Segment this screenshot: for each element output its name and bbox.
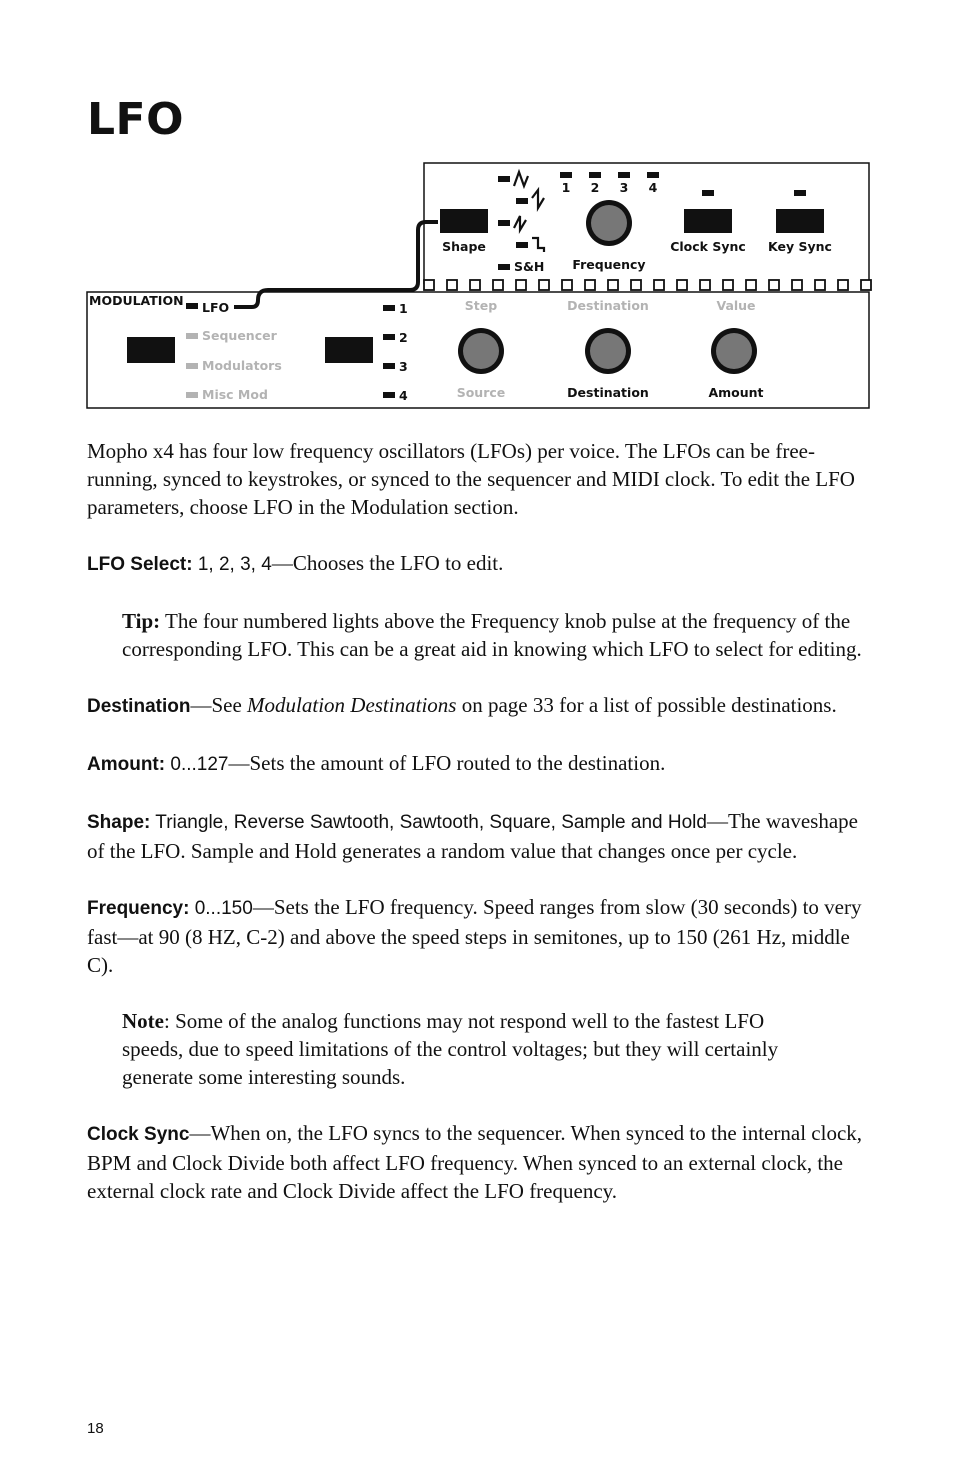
tip-term: Tip: <box>122 609 161 633</box>
select-led-4 <box>383 392 395 398</box>
clock-sync-led <box>702 190 714 196</box>
seq-label-value: Value <box>716 298 756 313</box>
page-number: 18 <box>87 1420 104 1437</box>
amount-values: 0...127 <box>165 754 229 775</box>
lfo-led-3 <box>618 172 630 178</box>
shape-led-triangle <box>498 176 510 182</box>
clock-sync-button[interactable] <box>684 209 732 233</box>
clock-sync-paragraph <box>87 1119 877 1205</box>
lfo-select-values: 1, 2, 3, 4 <box>192 554 272 575</box>
modulation-led-lfo <box>186 303 198 309</box>
source-knob[interactable] <box>458 328 504 374</box>
knob-label-source: Source <box>456 385 506 400</box>
select-led-2 <box>383 334 395 340</box>
key-sync-label: Key Sync <box>768 239 832 254</box>
modulation-led-sequencer <box>186 333 198 339</box>
frequency-term: Frequency: <box>87 898 190 919</box>
select-number-4: 4 <box>399 388 408 403</box>
page-title: LFO <box>87 94 184 145</box>
amount-term: Amount: <box>87 754 166 775</box>
mod-item-sequencer[interactable]: Sequencer <box>202 328 277 343</box>
lfo-select-paragraph <box>87 549 877 579</box>
amount-knob[interactable] <box>711 328 757 374</box>
amount-paragraph <box>87 749 877 779</box>
select-number-2: 2 <box>399 330 408 345</box>
destination-post: on page 33 for a list of possible destinations. <box>456 693 837 717</box>
modulation-label: MODULATION <box>89 293 184 308</box>
frequency-desc: —Sets the LFO frequency. Speed ranges from slow (30 seconds) to very fast—at 90 (8 HZ, C-2) and above the speed steps in semitones, up to 150 (261 Hz, middle C). <box>87 895 862 977</box>
lfo-panel-diagram <box>86 162 872 412</box>
lfo-connector-line <box>234 222 438 307</box>
shape-led-sample-hold <box>498 264 510 270</box>
shape-button[interactable] <box>440 209 488 233</box>
lfo-number-select-button[interactable] <box>325 337 373 363</box>
destination-pre: —See <box>190 693 248 717</box>
destination-paragraph <box>87 691 877 721</box>
mod-item-modulators[interactable]: Modulators <box>202 358 282 373</box>
body-content <box>87 437 877 1205</box>
shape-desc: —The waveshape of the LFO. Sample and Hold generates a random value that changes once per cycle. <box>87 809 858 863</box>
modulation-led-modulators <box>186 363 198 369</box>
clock-sync-label: Clock Sync <box>670 239 746 254</box>
clock-sync-desc: —When on, the LFO syncs to the sequencer. When synced to the internal clock, BPM and Clock Divide both affect LFO frequency. When synced to an external clock, the external clock rate and Clock Divide affect the LFO frequency. <box>87 1121 863 1203</box>
modulation-select-button[interactable] <box>127 337 175 363</box>
shape-led-reverse-sawtooth <box>516 198 528 204</box>
select-number-3: 3 <box>399 359 408 374</box>
mod-item-lfo[interactable]: LFO <box>202 300 230 315</box>
lfo-led-4 <box>647 172 659 178</box>
lfo-number-4: 4 <box>648 180 658 195</box>
square-wave-icon <box>532 238 544 252</box>
shape-led-square <box>516 242 528 248</box>
shape-button-label: Shape <box>442 239 486 254</box>
lfo-select-desc: —Chooses the LFO to edit. <box>271 551 504 575</box>
knob-label-destination: Destination <box>567 385 649 400</box>
select-number-1: 1 <box>399 301 408 316</box>
sawtooth-wave-icon <box>514 216 526 230</box>
lfo-number-1: 1 <box>561 180 571 195</box>
tip-text: The four numbered lights above the Frequency knob pulse at the frequency of the corresponding LFO. This can be a great aid in knowing which LFO to select for editing. <box>122 609 862 661</box>
destination-ref: Modulation Destinations <box>247 693 457 717</box>
select-led-1 <box>383 305 395 311</box>
frequency-knob[interactable] <box>586 200 632 246</box>
mod-item-misc-mod[interactable]: Misc Mod <box>202 387 268 402</box>
seq-label-step: Step <box>464 298 498 313</box>
destination-term: Destination <box>87 696 191 717</box>
frequency-values: 0...150 <box>189 898 253 919</box>
shape-paragraph <box>87 807 877 865</box>
key-sync-button[interactable] <box>776 209 824 233</box>
clock-sync-term: Clock Sync <box>87 1124 190 1145</box>
lfo-led-1 <box>560 172 572 178</box>
seq-label-destination: Destination <box>567 298 649 313</box>
tip-paragraph <box>87 607 877 663</box>
triangle-wave-icon <box>514 172 528 186</box>
modulation-led-misc-mod <box>186 392 198 398</box>
amount-desc: —Sets the amount of LFO routed to the destination. <box>228 751 666 775</box>
lfo-select-term: LFO Select: <box>87 554 193 575</box>
frequency-paragraph <box>87 893 877 979</box>
lfo-led-2 <box>589 172 601 178</box>
select-led-3 <box>383 363 395 369</box>
reverse-sawtooth-icon <box>532 190 544 208</box>
frequency-knob-label: Frequency <box>572 257 646 272</box>
note-text: : Some of the analog functions may not respond well to the fastest LFO speeds, due to speed limitations of the control voltages; but they will certainly generate some interesting sounds. <box>122 1009 779 1089</box>
note-paragraph <box>87 1007 877 1091</box>
shape-led-sawtooth <box>498 220 510 226</box>
step-led-row <box>424 280 871 290</box>
shape-values: Triangle, Reverse Sawtooth, Sawtooth, Square, Sample and Hold <box>150 812 707 833</box>
key-sync-led <box>794 190 806 196</box>
lfo-number-3: 3 <box>619 180 629 195</box>
lfo-number-2: 2 <box>590 180 600 195</box>
shape-sh-label: S&H <box>514 259 545 274</box>
note-term: Note <box>122 1009 164 1033</box>
shape-term: Shape: <box>87 812 151 833</box>
destination-knob[interactable] <box>585 328 631 374</box>
knob-label-amount: Amount <box>708 385 764 400</box>
intro-paragraph: Mopho x4 has four low frequency oscillators (LFOs) per voice. The LFOs can be free-running, synced to keystrokes, or synced to the sequencer and MIDI clock. To edit the LFO parameters, choose LFO in the Modulation section. <box>87 439 855 519</box>
